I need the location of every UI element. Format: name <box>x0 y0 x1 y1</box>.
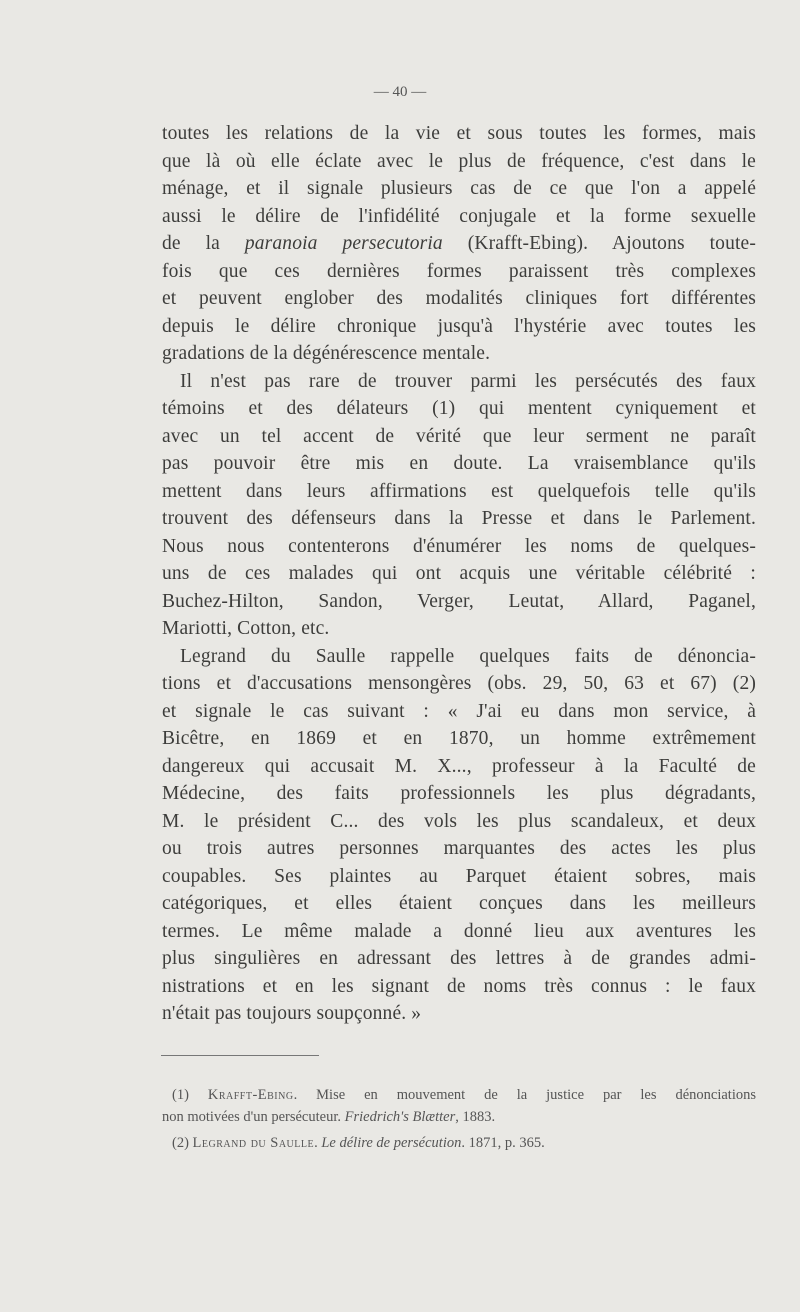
footnotes <box>162 1084 756 1154</box>
text-line: et signale le cas suivant : « J'ai eu dans mon service, à <box>162 700 756 722</box>
page-number: — 40 — <box>373 84 427 100</box>
text-line: catégoriques, et elles étaient conçues dans les meilleurs <box>162 893 756 914</box>
text-line: Legrand du Saulle rappelle quelques faits de dénoncia- <box>180 645 756 667</box>
text-line: M. le président C... des vols les plus scandaleux, et deux <box>162 810 756 832</box>
text-line: trouvent des défenseurs dans la Presse et dans le Parlement. <box>162 508 756 529</box>
text-line: Médecine, des faits professionnels les plus dégradants, <box>162 783 756 804</box>
text-line: fois que ces dernières formes paraissent très complexes <box>162 260 756 282</box>
text-line: dangereux qui accusait M. X..., professeur à la Faculté de <box>162 755 756 777</box>
text-line: Il n'est pas rare de trouver parmi les persécutés des faux <box>180 370 756 392</box>
text-line: pas pouvoir être mis en doute. La vraisemblance qu'ils <box>162 453 756 474</box>
text-line: coupables. Ses plaintes au Parquet étaient sobres, mais <box>162 865 756 887</box>
text-line: nistrations et en les signant de noms très connus : le faux <box>162 975 756 997</box>
text-line: ou trois autres personnes marquantes des actes les plus <box>162 838 756 859</box>
text-line: ménage, et il signale plusieurs cas de ce que l'on a appelé <box>162 178 756 199</box>
text-line: tions et d'accusations mensongères (obs. 29, 50, 63 et 67) (2) <box>162 673 756 694</box>
text-line: plus singulières en adressant des lettres à de grandes admi- <box>162 948 756 969</box>
footnote-2: (2) Legrand du Saulle. Le délire de persécution. 1871, p. 365. <box>172 1135 545 1151</box>
text-line: depuis le délire chronique jusqu'à l'hystérie avec toutes les <box>162 315 756 337</box>
body-text <box>162 120 756 1028</box>
text-line: Buchez-Hilton, Sandon, Verger, Leutat, Allard, Paganel, <box>162 590 756 612</box>
text-line: Mariotti, Cotton, etc. <box>162 618 330 639</box>
text-line: que là où elle éclate avec le plus de fréquence, c'est dans le <box>162 150 756 172</box>
footnote-1-line-2: non motivées d'un persécuteur. Friedrich's Blætter, 1883. <box>162 1109 496 1125</box>
footnote-separator <box>161 1055 319 1056</box>
text-line: gradations de la dégénérescence mentale. <box>162 343 491 364</box>
text-line: n'était pas toujours soupçonné. » <box>162 1003 422 1024</box>
text-line: toutes les relations de la vie et sous toutes les formes, mais <box>162 123 756 144</box>
text-line: uns de ces malades qui ont acquis une véritable célébrité : <box>162 563 756 584</box>
text-line: avec un tel accent de vérité que leur serment ne paraît <box>162 425 756 447</box>
text-line: et peuvent englober des modalités cliniques fort différentes <box>162 288 756 309</box>
text-line: Nous nous contenterons d'énumérer les noms de quelques- <box>162 535 756 557</box>
footnote-1-line-1: (1) Krafft-Ebing. Mise en mouvement de la justice par les dénonciations <box>172 1087 756 1103</box>
text-line: témoins et des délateurs (1) qui mentent cyniquement et <box>162 398 756 419</box>
text-line: aussi le délire de l'infidélité conjugale et la forme sexuelle <box>162 205 756 227</box>
text-line: termes. Le même malade a donné lieu aux aventures les <box>162 920 756 942</box>
text-line: de la paranoia persecutoria (Krafft-Ebing). Ajoutons toute- <box>162 233 756 254</box>
text-line: mettent dans leurs affirmations est quelquefois telle qu'ils <box>162 480 756 502</box>
text-line: Bicêtre, en 1869 et en 1870, un homme extrêmement <box>162 728 756 749</box>
